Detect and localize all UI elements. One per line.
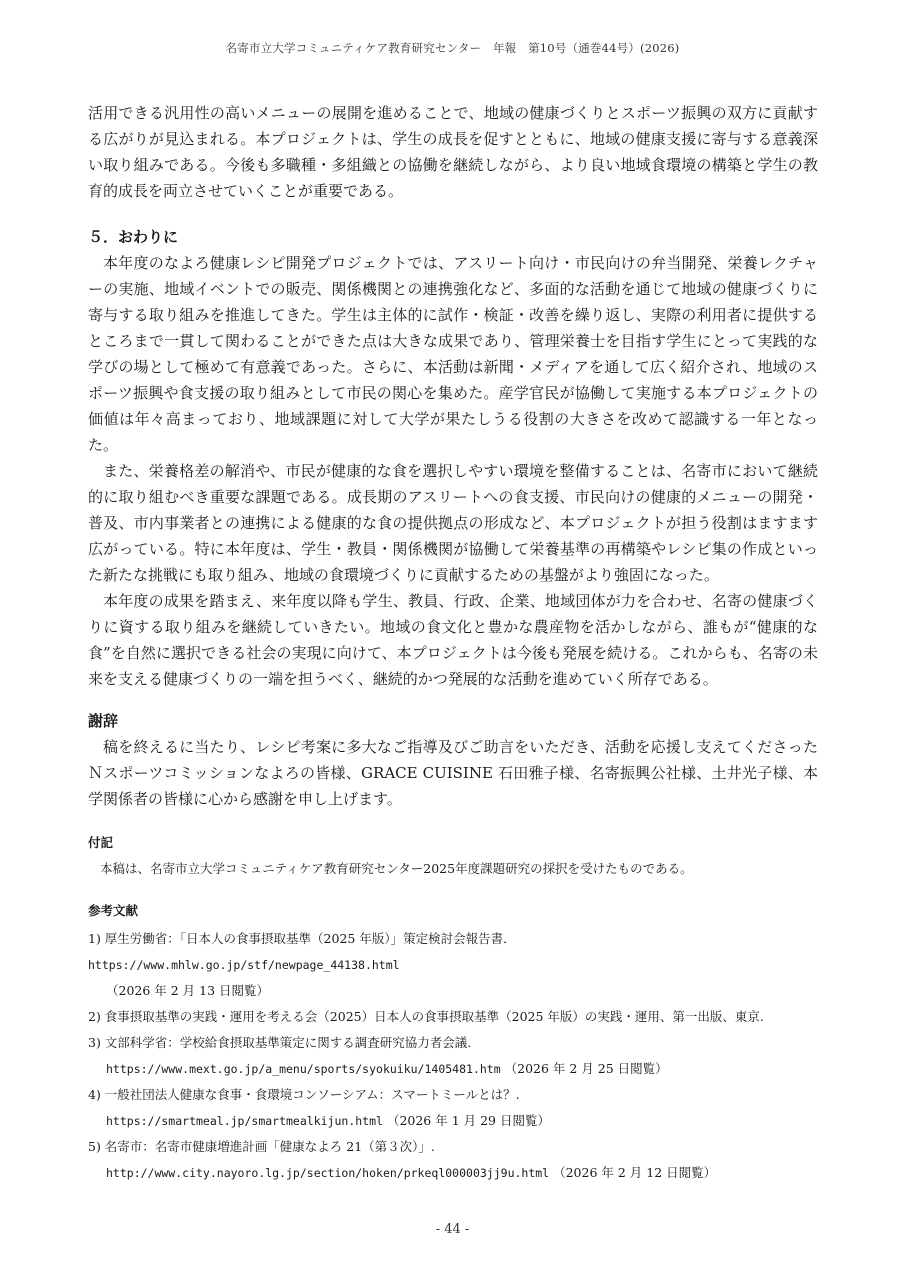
reference-1-accessed: （2026 年 2 月 13 日閲覧） [106, 983, 270, 998]
reference-list [88, 926, 818, 1186]
references-section [88, 900, 818, 1186]
reference-item-3 [88, 1030, 818, 1082]
reference-3-text: 3) 文部科学省：学校給食摂取基準策定に関する調査研究協力者会議. [88, 1035, 472, 1050]
conclusion-section [88, 224, 818, 692]
page-number: - 44 - [435, 1222, 470, 1237]
reference-1-text: 1) 厚生労働省：「日本人の食事摂取基準（2025 年版）」策定検討会報告書． [88, 931, 516, 946]
section-heading-acknowledgment: 謝辞 [88, 712, 119, 730]
reference-4-text: 4) 一般社団法人健康な食事・食環境コンソーシアム：スマートミールとは？. [88, 1087, 520, 1102]
references-heading: 参考文献 [88, 903, 139, 918]
reference-item-1 [88, 926, 818, 1004]
section-heading-conclusion: ５．おわりに [88, 228, 179, 246]
running-header: 名寄市立大学コミュニティケア教育研究センター 年報 第10号（通巻44号）(2026) [225, 41, 680, 55]
reference-item-5 [88, 1134, 818, 1186]
reference-4-accessed: （2026 年 1 月 29 日閲覧） [386, 1113, 550, 1128]
conclusion-paragraph-1: 本年度のなよろ健康レシピ開発プロジェクトでは、アスリート向け・市民向けの弁当開発、栄養レクチャーの実施、地域イベントでの販売、関係機関との連携強化など、多面的な活動を通じて地域の健康づくりに寄与する取り組みを推進してきた。学生は主体的に試作・検証・改善を繰り返し、実際の利用者に提供するところまで一貫して関わることができた点は大きな成果であり、管理栄養士を目指す学生にとって実践的な学びの場として極めて有意義であった。さらに、本活動は新聞・メディアを通して広く紹介され、地域のスポーツ振興や食支援の取り組みとして市民の関心を集めた。産学官民が協働して実施する本プロジェクトの価値は年々高まっており、地域課題に対して大学が果たしうる役割の大きさを改めて認識する一年となった。 [88, 254, 818, 454]
note-section [88, 832, 818, 880]
reference-1-url[interactable]: https://www.mhlw.go.jp/stf/newpage_44138.html [88, 958, 400, 972]
reference-item-4 [88, 1082, 818, 1134]
reference-item-2 [88, 1004, 818, 1030]
reference-4-url[interactable]: https://smartmeal.jp/smartmealkijun.html [106, 1114, 383, 1128]
note-heading: 付記 [88, 835, 114, 850]
conclusion-paragraph-2: また、栄養格差の解消や、市民が健康的な食を選択しやすい環境を整備することは、名寄市において継続的に取り組むべき重要な課題である。成長期のアスリートへの食支援、市民向けの健康的メニューの開発・普及、市内事業者との連携による健康的な食の提供拠点の形成など、本プロジェクトが担う役割はますます広がっている。特に本年度は、学生・教員・関係機関が協働して栄養基準の再構築やレシピ集の作成といった新たな挑戦にも取り組み、地域の食環境づくりに貢献するための基盤がより強固になった。 [88, 462, 818, 584]
conclusion-paragraph-3: 本年度の成果を踏まえ、来年度以降も学生、教員、行政、企業、地域団体が力を合わせ、名寄の健康づくりに資する取り組みを継続していきたい。地域の食文化と豊かな農産物を活かしながら、誰もが“健康的な食”を自然に選択できる社会の実現に向けて、本プロジェクトは今後も発展を続ける。これからも、名寄の未来を支える健康づくりの一端を担うべく、継続的かつ発展的な活動を進めていく所存である。 [88, 592, 818, 688]
reference-5-accessed: （2026 年 2 月 12 日閲覧） [553, 1165, 717, 1180]
reference-3-url[interactable]: https://www.mext.go.jp/a_menu/sports/syokuiku/1405481.htm [106, 1062, 501, 1076]
page-body [88, 100, 818, 1186]
reference-2-text: 2) 食事摂取基準の実践・運用を考える会（2025）日本人の食事摂取基準（2025 年版）の実践・運用、第一出版、東京. [88, 1009, 764, 1024]
intro-paragraph: 活用できる汎用性の高いメニューの展開を進めることで、地域の健康づくりとスポーツ振興の双方に貢献する広がりが見込まれる。本プロジェクトは、学生の成長を促すとともに、地域の健康支援に寄与する意義深い取り組みである。今後も多職種・多組織との協働を継続しながら、より良い地域食環境の構築と学生の教育的成長を両立させていくことが重要である。 [88, 104, 818, 200]
reference-3-accessed: （2026 年 2 月 25 日閲覧） [504, 1061, 668, 1076]
note-text: 本稿は、名寄市立大学コミュニティケア教育研究センター2025年度課題研究の採択を受けたものである。 [100, 861, 693, 876]
reference-5-url[interactable]: http://www.city.nayoro.lg.jp/section/hoken/prkeql000003jj9u.html [106, 1166, 550, 1180]
reference-5-text: 5) 名寄市：名寄市健康増進計画「健康なよろ 21（第３次）」. [88, 1139, 435, 1154]
acknowledgment-section [88, 708, 818, 812]
acknowledgment-text: 稿を終えるに当たり、レシピ考案に多大なご指導及びご助言をいただき、活動を応援し支えてくださったＮスポーツコミッションなよろの皆様、GRACE CUISINE 石田雅子様、名寄振興公社様、土井光子様、本学関係者の皆様に心から感謝を申し上げます。 [88, 738, 818, 808]
